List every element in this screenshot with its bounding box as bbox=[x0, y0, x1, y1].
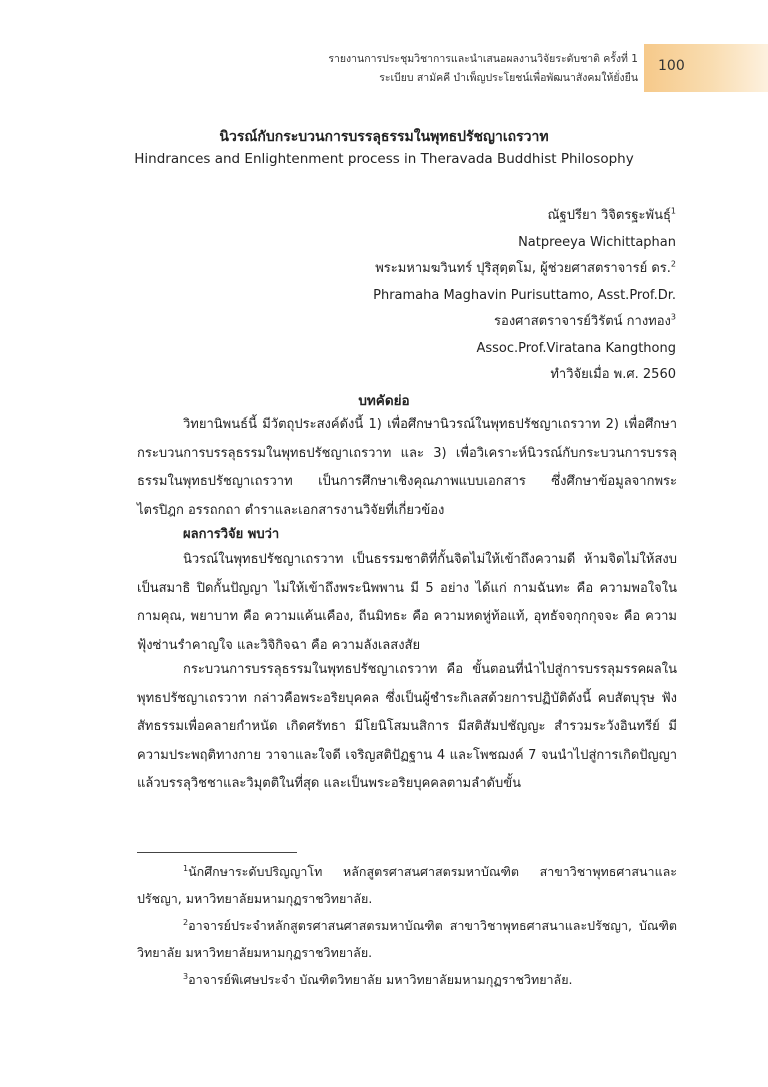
page-number-tab bbox=[644, 44, 768, 92]
author-2-thai bbox=[373, 256, 676, 283]
abstract-paragraph-enlightenment: กระบวนการบรรลุธรรมในพุทธปรัชญาเถรวาท คือ ขั้นตอนที่นำไปสู่การบรรลุมรรคผลในพุทธปรัชญาเถรวาท กล่าวคือพระอริยบุคคล ซึ่งเป็นผู้ชำระกิเลสด้วยการปฏิบัติดังนี้ คบสัตบุรุษ ฟังสัทธรรมเพื่อคลายกำหนัด เกิดศรัทธา มีโยนิโสมนสิการ มีสติสัมปชัญญะ สำรวมระวังอินทรีย์ มีความประพฤติทางกาย วาจาและใจดี เจริญสติปัฏฐาน 4 และโพชฌงค์ 7 จนนำไปสู่การเกิดปัญญาแล้วบรรลุวิชชาและวิมุตติในที่สุด และเป็นพระอริยบุคคลตามลำดับขั้น bbox=[137, 662, 677, 791]
abstract-heading: บทคัดย่อ bbox=[358, 393, 410, 409]
footnote-1-text: นักศึกษาระดับปริญญาโท หลักสูตรศาสนศาสตรมหาบัณฑิต สาขาวิชาพุทธศาสนาและปรัชญา, มหาวิทยาลัยมหามกุฏราชวิทยาลัย. bbox=[137, 864, 677, 906]
footnote-3-mark: 3 bbox=[183, 971, 189, 981]
author-3-footnote-mark: 3 bbox=[670, 312, 676, 322]
abstract-paragraph-objectives: วิทยานิพนธ์นี้ มีวัตถุประสงค์ดังนี้ 1) เพื่อศึกษานิวรณ์ในพุทธปรัชญาเถรวาท 2) เพื่อศึกษากระบวนการบรรลุธรรมในพุทธปรัชญาเถรวาท และ 3) เพื่อวิเคราะห์นิวรณ์กับกระบวนการบรรลุธรรมในพุทธปรัชญาเถรวาท เป็นการศึกษาเชิงคุณภาพแบบเอกสาร ซึ่งศึกษาข้อมูลจากพระไตรปิฎก อรรถกถา ตำราและเอกสารงานวิจัยที่เกี่ยวข้อง bbox=[137, 417, 677, 518]
footnote-3-text: อาจารย์พิเศษประจำ บัณฑิตวิทยาลัย มหาวิทยาลัยมหามกุฏราชวิทยาลัย. bbox=[188, 972, 573, 987]
author-1-thai-name: ณัฐปรียา วิจิตรฐะพันธุ์ bbox=[547, 208, 671, 223]
author-2-thai-name: พระมหามฆวินทร์ ปุริสุตฺตโม, ผู้ช่วยศาสตราจารย์ ดร. bbox=[375, 261, 671, 276]
footnote-2-text: อาจารย์ประจำหลักสูตรศาสนศาสตรมหาบัณฑิต สาขาวิชาพุทธศาสนาและปรัชญา, บัณฑิตวิทยาลัย มหาวิทยาลัยมหามกุฏราชวิทยาลัย. bbox=[137, 918, 677, 960]
title-english: Hindrances and Enlightenment process in Theravada Buddhist Philosophy bbox=[134, 151, 634, 167]
footnote-1-mark: 1 bbox=[183, 863, 189, 873]
running-header bbox=[328, 50, 638, 88]
author-2-footnote-mark: 2 bbox=[670, 259, 676, 269]
author-1-footnote-mark: 1 bbox=[670, 206, 676, 216]
research-year: ทำวิจัยเมื่อ พ.ศ. 2560 bbox=[550, 367, 676, 382]
author-2-english: Phramaha Maghavin Purisuttamo, Asst.Prof.Dr. bbox=[373, 287, 676, 303]
footnotes bbox=[137, 858, 677, 993]
author-1-english: Natpreeya Wichittaphan bbox=[518, 234, 676, 250]
footnote-1 bbox=[137, 858, 677, 912]
title-thai: นิวรณ์กับกระบวนการบรรลุธรรมในพุทธปรัชญาเถรวาท bbox=[219, 129, 549, 145]
footnote-2 bbox=[137, 912, 677, 966]
author-1-thai bbox=[373, 203, 676, 230]
abstract-paragraph-hindrances: นิวรณ์ในพุทธปรัชญาเถรวาท เป็นธรรมชาติที่กั้นจิตไม่ให้เข้าถึงความดี ห้ามจิตไม่ให้สงบเป็นสมาธิ ปิดกั้นปัญญา ไม่ให้เข้าถึงพระนิพพาน มี 5 อย่าง ได้แก่ กามฉันทะ คือ ความพอใจในกามคุณ, พยาบาท คือ ความแค้นเคือง, ถีนมิทธะ คือ ความหดหู่ท้อแท้, อุทธัจจกุกกุจจะ คือ ความฟุ้งซ่านรำคาญใจ และวิจิกิจฉา คือ ความลังเลสงสัย bbox=[137, 552, 677, 653]
header-conference-title: รายงานการประชุมวิชาการและนำเสนอผลงานวิจัยระดับชาติ ครั้งที่ 1 bbox=[328, 53, 638, 65]
footnote-3 bbox=[137, 966, 677, 993]
author-3-thai bbox=[373, 309, 676, 336]
header-motto: ระเบียบ สามัคคี บำเพ็ญประโยชน์เพื่อพัฒนาสังคมให้ยั่งยืน bbox=[379, 72, 638, 84]
footnote-divider bbox=[137, 852, 297, 853]
author-3-thai-name: รองศาสตราจารย์วิรัตน์ กางทอง bbox=[494, 314, 671, 329]
page-number: 100 bbox=[658, 58, 685, 74]
author-block bbox=[373, 203, 676, 389]
results-heading: ผลการวิจัย พบว่า bbox=[183, 527, 280, 542]
author-3-english: Assoc.Prof.Viratana Kangthong bbox=[476, 340, 676, 356]
footnote-2-mark: 2 bbox=[183, 917, 189, 927]
